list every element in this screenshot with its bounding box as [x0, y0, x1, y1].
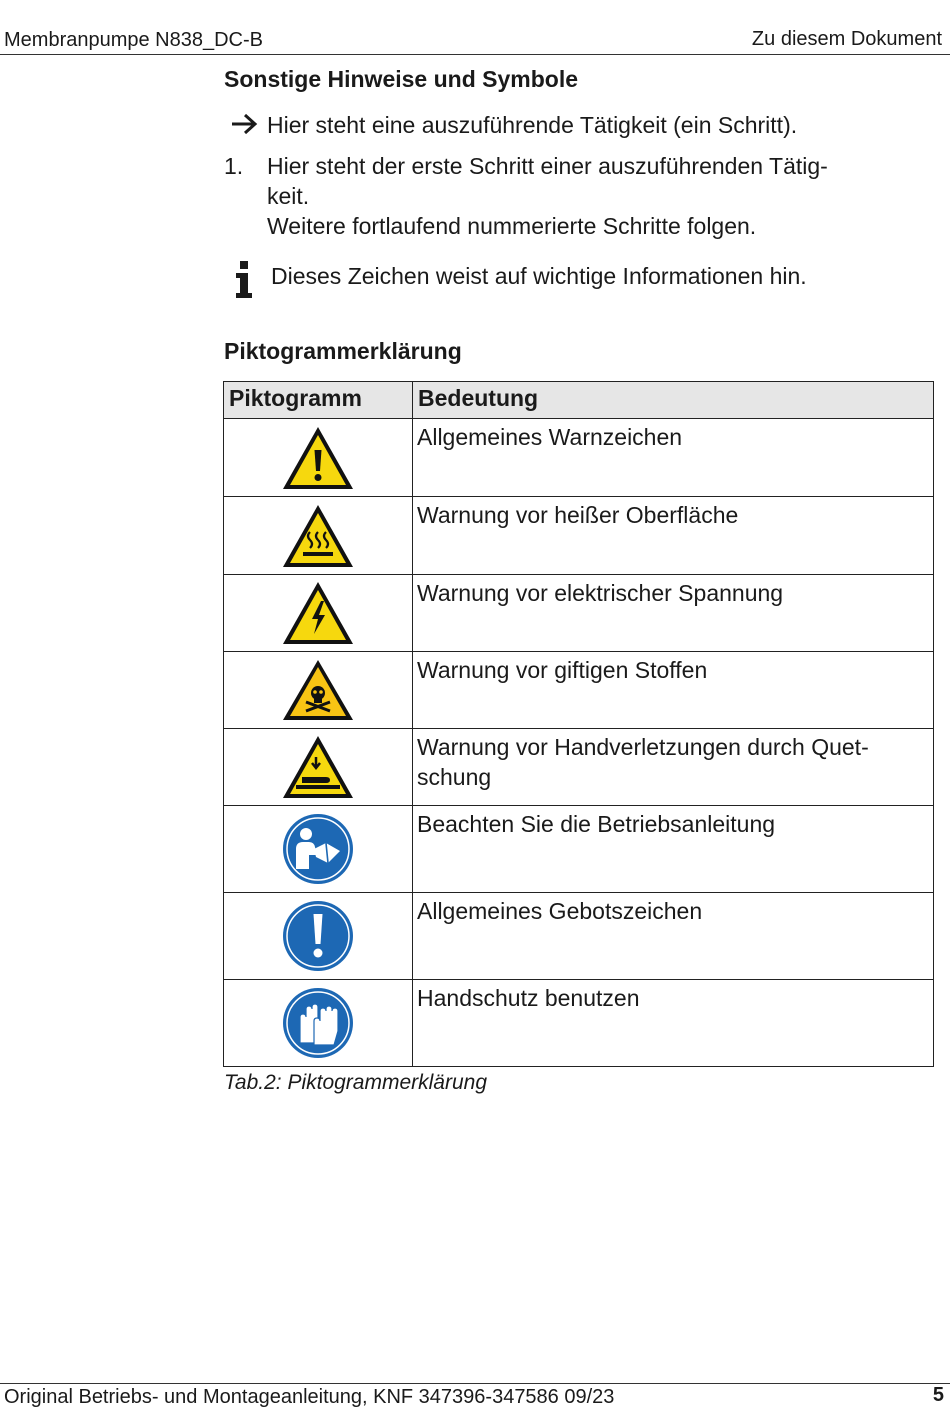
- warning-electric-voltage-icon: [280, 579, 356, 647]
- meaning-line1: Warnung vor Handverletzungen durch Quet-: [417, 734, 869, 760]
- table-row: [224, 729, 934, 806]
- meaning-cell: Warnung vor giftigen Stoffen: [413, 652, 934, 729]
- info-text: Dieses Zeichen weist auf wichtige Informationen hin.: [271, 263, 807, 289]
- step-text-line3: Weitere fortlaufend nummerierte Schritte folgen.: [267, 213, 757, 239]
- pictogram-cell: [224, 980, 413, 1067]
- info-icon: [232, 261, 256, 304]
- meaning-cell: Warnung vor heißer Oberfläche: [413, 497, 934, 575]
- column-header-meaning: Bedeutung: [413, 382, 934, 419]
- meaning-cell: Handschutz benutzen: [413, 980, 934, 1067]
- column-header-pictogram: Piktogramm: [224, 382, 413, 419]
- table-row: [224, 419, 934, 497]
- arrow-step-text: Hier steht eine auszuführende Tätigkeit (ein Schritt).: [267, 112, 798, 138]
- step-text-line1: Hier steht der erste Schritt einer auszuführenden Tätig-: [267, 153, 828, 179]
- meaning-cell: Allgemeines Gebotszeichen: [413, 893, 934, 980]
- table-header-row: [224, 382, 934, 419]
- warning-general-icon: [280, 424, 356, 492]
- pictogram-cell: [224, 575, 413, 652]
- header-divider: [0, 54, 950, 55]
- table-row: [224, 652, 934, 729]
- meaning-cell: Allgemeines Warnzeichen: [413, 419, 934, 497]
- meaning-cell: Beachten Sie die Betriebsanleitung: [413, 806, 934, 893]
- table-row: [224, 980, 934, 1067]
- header-document-title: Membranpumpe N838_DC-B: [4, 29, 264, 51]
- meaning-cell: [413, 729, 934, 806]
- section-heading: Sonstige Hinweise und Symbole: [224, 66, 579, 92]
- wear-gloves-icon: [282, 987, 354, 1059]
- meaning-line2: schung: [417, 764, 492, 790]
- pictogram-cell: [224, 497, 413, 575]
- pictogram-cell: [224, 893, 413, 980]
- pictogram-heading: Piktogrammerklärung: [224, 338, 462, 364]
- pictogram-cell: [224, 806, 413, 893]
- table-row: [224, 497, 934, 575]
- footer-document-info: Original Betriebs- und Montageanleitung, KNF 347396-347586 09/23: [4, 1386, 615, 1408]
- step-number: 1.: [224, 153, 244, 179]
- pictogram-table: [223, 381, 934, 1067]
- read-manual-icon: [282, 813, 354, 885]
- table-row: [224, 806, 934, 893]
- meaning-cell: Warnung vor elektrischer Spannung: [413, 575, 934, 652]
- pictogram-cell: [224, 729, 413, 806]
- table-row: [224, 893, 934, 980]
- pictogram-cell: [224, 652, 413, 729]
- page-number: 5: [932, 1384, 944, 1406]
- table-row: [224, 575, 934, 652]
- arrow-icon: [230, 112, 260, 141]
- warning-toxic-icon: [280, 657, 356, 723]
- warning-hand-crush-icon: [280, 733, 356, 801]
- warning-hot-surface-icon: [280, 502, 356, 570]
- table-caption: Tab.2: Piktogrammerklärung: [224, 1071, 488, 1094]
- header-chapter-title: Zu diesem Dokument: [751, 28, 942, 50]
- mandatory-general-icon: [282, 900, 354, 972]
- pictogram-cell: [224, 419, 413, 497]
- footer-divider: [0, 1383, 950, 1384]
- step-text-line2: keit.: [267, 183, 310, 209]
